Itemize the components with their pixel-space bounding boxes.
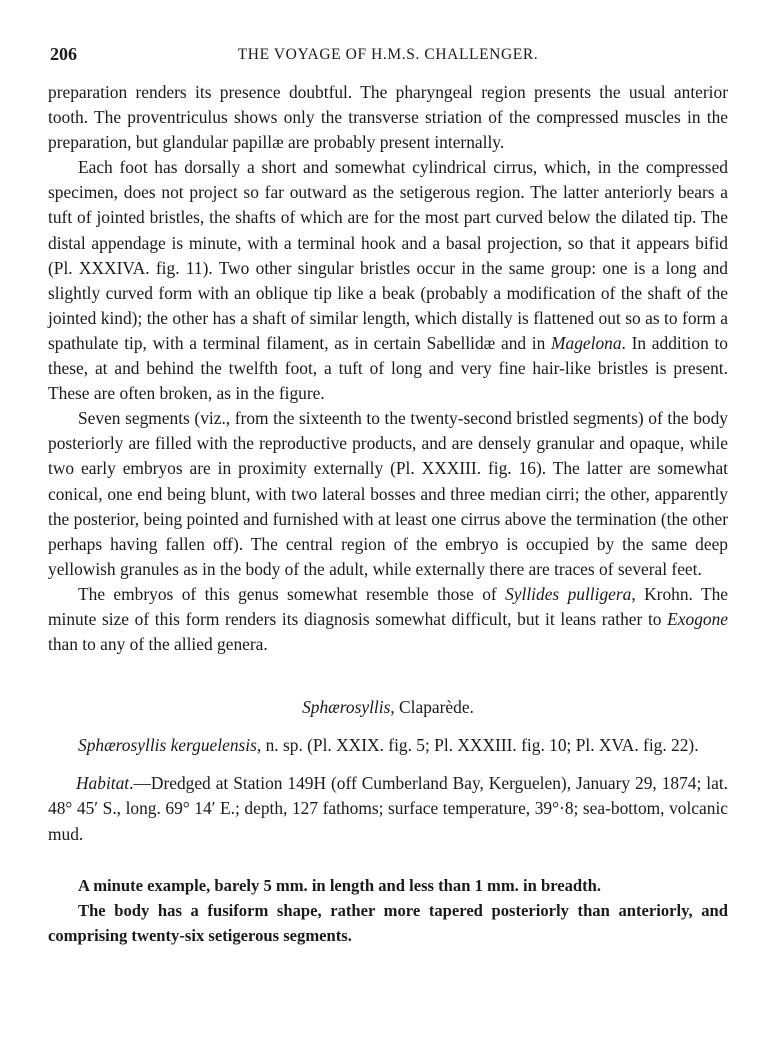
italic-genus: Exogone [667,608,728,629]
paragraph-text: The body has a fusiform shape, rather more tapered posteriorly than anteriorly, and comprising twenty-six setigerous segments. [48,900,728,945]
italic-genus: Magelona [551,332,622,353]
paragraph-foot-description [48,155,728,406]
description-size [48,873,728,898]
paragraph-continuation [48,80,728,155]
paragraph-text: The embryos of this genus somewhat resemble those of [78,583,497,604]
habitat-label: Habitat [76,773,130,794]
page-number: 206 [50,44,77,64]
genus-author: , Claparède. [390,697,474,718]
italic-species: Syllides pulligera [505,583,632,604]
paragraph-text: preparation renders its presence doubtful. The pharyngeal region presents the usual anterior tooth. The proventriculus shows only the transverse striation of the compressed muscles in the preparation, but glandular papillæ are probably present internally. [48,82,728,153]
running-head: THE VOYAGE OF H.M.S. CHALLENGER. [237,46,539,63]
habitat-paragraph [48,771,728,846]
habitat-text: .—Dredged at Station 149H (off Cumberland Bay, Kerguelen), January 29, 1874; lat. 48° 45′ S., long. 69° 14′ E.; depth, 127 fathoms; surface temperature, 39°·8; sea-bottom, volcanic mud. [48,773,728,844]
paragraph-text: Each foot has dorsally a short and somewhat cylindrical cirrus, which, in the compressed specimen, does not project so far outward as the setigerous region. The latter anteriorly bears a tuft of jointed bristles, the shafts of which are for the most part curved below the dilated tip. The distal appendage is minute, with a terminal hook and a basal projection, so that it appears bifid (Pl. XXXIVA. fig. 11). Two other singular bristles occur in the same group: one is a long and slightly curved form with an oblique tip like a beak (probably a modification of the shaft of the jointed kind); the other has a shaft of similar length, which distally is flattened out so as to form a spathulate tip, with a terminal filament, as in certain Sabellidæ and in [48,157,728,353]
species-entry [48,733,728,758]
genus-heading [48,695,728,720]
paragraph-segments [48,406,728,582]
paragraph-embryos [48,582,728,657]
paragraph-text: . In addition to these, at and behind the twelfth foot, a tuft of long and very fine hair-like bristles is present. These are often broken, as in the figure. [48,332,728,404]
description-shape [48,898,728,948]
body-text [48,80,728,948]
species-name: Sphærosyllis kerguelensis [78,735,257,756]
page-header [50,44,726,68]
genus-name: Sphærosyllis [302,697,391,718]
paragraph-text: Seven segments (viz., from the sixteenth to the twenty-second bristled segments) of the body posteriorly are filled with the reproductive products, and are densely granular and opaque, while two early embryos are in proximity externally (Pl. XXXIII. fig. 16). The latter are somewhat conical, one end being blunt, with two lateral bosses and three median cirri; the other, apparently the posterior, being pointed and furnished with at least one cirrus above the termination (the other perhaps having fallen off). The central region of the embryo is occupied by the same deep yellowish granules as in the body of the adult, while externally there are traces of several feet. [48,408,728,579]
paragraph-text: than to any of the allied genera. [48,634,268,655]
paragraph-text: , Krohn. The minute size of this form renders its diagnosis somewhat difficult, but it leans rather to [48,583,728,629]
paragraph-text: A minute example, barely 5 mm. in length and less than 1 mm. in breadth. [78,875,602,895]
species-references: , n. sp. (Pl. XXIX. fig. 5; Pl. XXXIII. fig. 10; Pl. XVA. fig. 22). [256,735,699,756]
